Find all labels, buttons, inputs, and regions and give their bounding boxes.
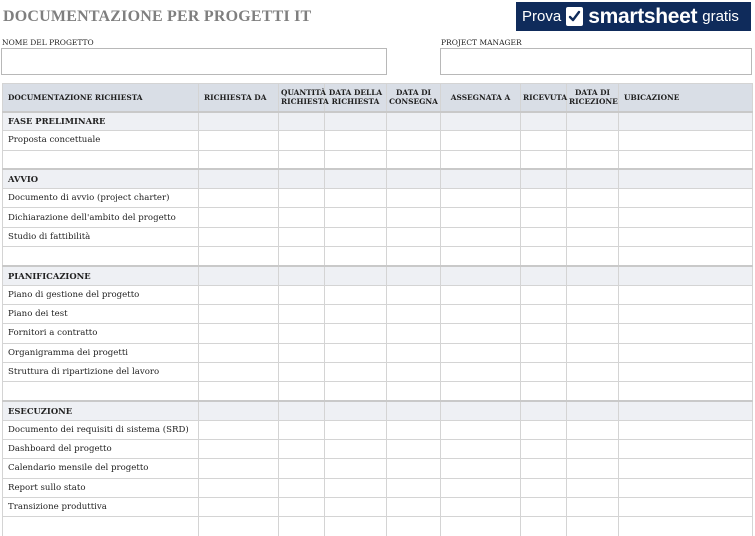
table-cell[interactable] [441,150,521,169]
table-cell[interactable] [387,189,441,208]
table-cell[interactable] [619,420,753,439]
table-cell[interactable] [387,497,441,516]
table-cell[interactable] [325,401,387,420]
table-cell[interactable] [521,362,567,381]
table-cell[interactable] [199,150,279,169]
table-cell[interactable] [387,343,441,362]
table-cell[interactable] [619,478,753,497]
table-cell[interactable] [567,150,619,169]
project-name-label: NOME DEL PROGETTO [2,38,94,47]
table-cell[interactable] [325,324,387,343]
table-cell[interactable] [279,440,325,459]
table-cell[interactable] [441,382,521,401]
table-cell[interactable] [521,343,567,362]
table-cell[interactable] [567,304,619,323]
table-cell[interactable] [279,112,325,131]
table-cell[interactable] [441,440,521,459]
table-cell[interactable] [325,112,387,131]
table-row [3,189,753,208]
table-cell[interactable] [199,189,279,208]
table-cell[interactable] [199,266,279,285]
table-cell[interactable] [567,420,619,439]
table-cell[interactable] [387,169,441,188]
table-cell[interactable] [441,478,521,497]
table-cell[interactable] [521,459,567,478]
col-header-data-consegna: DATA DI CONSEGNA [387,84,441,112]
document-item: Fornitori a contratto [3,324,199,343]
table-row [3,343,753,362]
table-cell[interactable] [619,247,753,266]
table-cell[interactable] [619,169,753,188]
document-item: Transizione produttiva [3,497,199,516]
table-cell[interactable] [387,401,441,420]
banner-prova-text: Prova [522,8,562,25]
table-cell[interactable] [279,517,325,536]
table-cell[interactable] [441,497,521,516]
table-cell[interactable] [441,208,521,227]
table-cell[interactable] [387,304,441,323]
table-cell[interactable] [3,247,199,266]
table-row [3,497,753,516]
table-cell[interactable] [441,459,521,478]
table-cell[interactable] [567,208,619,227]
table-row [3,440,753,459]
col-header-quantita: QUANTITÀ RICHIESTA [279,84,325,112]
table-cell[interactable] [325,420,387,439]
table-cell[interactable] [441,304,521,323]
table-cell[interactable] [325,304,387,323]
table-cell[interactable] [199,285,279,304]
table-cell[interactable] [521,247,567,266]
table-cell[interactable] [325,208,387,227]
page-title: DOCUMENTAZIONE PER PROGETTI IT [3,8,312,25]
col-header-documentazione: DOCUMENTAZIONE RICHIESTA [3,84,199,112]
table-cell[interactable] [619,459,753,478]
smartsheet-trial-banner[interactable] [516,2,751,31]
section-title: PIANIFICAZIONE [3,266,199,285]
table-cell[interactable] [387,112,441,131]
table-cell[interactable] [521,304,567,323]
table-row [3,420,753,439]
table-cell[interactable] [279,189,325,208]
table-cell[interactable] [387,227,441,246]
table-cell[interactable] [325,266,387,285]
table-cell[interactable] [619,112,753,131]
table-cell[interactable] [619,150,753,169]
table-cell[interactable] [279,478,325,497]
table-cell[interactable] [279,131,325,150]
table-cell[interactable] [619,401,753,420]
table-cell[interactable] [325,189,387,208]
table-row [3,324,753,343]
table-cell[interactable] [441,285,521,304]
table-cell[interactable] [199,343,279,362]
col-header-data-ricezione: DATA DI RICEZIONE [567,84,619,112]
table-cell[interactable] [619,208,753,227]
section-title: ESECUZIONE [3,401,199,420]
section-title: FASE PRELIMINARE [3,112,199,131]
table-cell[interactable] [387,285,441,304]
table-cell[interactable] [325,517,387,536]
section-row [3,266,753,285]
section-title: AVVIO [3,169,199,188]
table-cell[interactable] [199,497,279,516]
table-cell[interactable] [325,478,387,497]
table-cell[interactable] [521,112,567,131]
document-item: Studio di fattibilità [3,227,199,246]
table-cell[interactable] [3,150,199,169]
table-cell[interactable] [199,131,279,150]
table-row [3,362,753,381]
table-cell[interactable] [279,401,325,420]
table-cell[interactable] [521,150,567,169]
table-cell[interactable] [199,478,279,497]
table-cell[interactable] [199,517,279,536]
table-cell[interactable] [387,459,441,478]
table-cell[interactable] [387,266,441,285]
table-cell[interactable] [521,189,567,208]
project-manager-label: PROJECT MANAGER [441,38,522,47]
blank-row [3,247,753,266]
table-cell[interactable] [325,362,387,381]
table-cell[interactable] [387,478,441,497]
document-item: Documento di avvio (project charter) [3,189,199,208]
document-item: Dashboard del progetto [3,440,199,459]
table-cell[interactable] [521,169,567,188]
table-cell[interactable] [567,285,619,304]
table-cell[interactable] [279,382,325,401]
blank-row [3,150,753,169]
table-cell[interactable] [441,324,521,343]
table-cell[interactable] [279,497,325,516]
table-cell[interactable] [387,517,441,536]
table-cell[interactable] [441,266,521,285]
table-cell[interactable] [521,517,567,536]
blank-row [3,382,753,401]
document-item: Piano dei test [3,304,199,323]
table-cell[interactable] [567,517,619,536]
table-cell[interactable] [387,324,441,343]
document-item: Dichiarazione dell'ambito del progetto [3,208,199,227]
col-header-data-richiesta: DATA DELLA RICHIESTA [325,84,387,112]
table-cell[interactable] [567,189,619,208]
col-header-ubicazione: UBICAZIONE [619,84,753,112]
table-cell[interactable] [441,343,521,362]
table-header-row [3,84,753,112]
table-cell[interactable] [279,324,325,343]
table-cell[interactable] [521,497,567,516]
table-row [3,131,753,150]
table-cell[interactable] [567,227,619,246]
table-cell[interactable] [521,401,567,420]
table-cell[interactable] [619,227,753,246]
table-cell[interactable] [279,362,325,381]
table-cell[interactable] [199,304,279,323]
table-cell[interactable] [567,324,619,343]
table-cell[interactable] [325,169,387,188]
table-cell[interactable] [279,420,325,439]
table-row [3,285,753,304]
table-cell[interactable] [619,304,753,323]
col-header-richiesta-da: RICHIESTA DA [199,84,279,112]
table-cell[interactable] [567,497,619,516]
col-header-ricevuta: RICEVUTA [521,84,567,112]
document-item: Piano di gestione del progetto [3,285,199,304]
document-item: Calendario mensile del progetto [3,459,199,478]
table-cell[interactable] [441,131,521,150]
table-cell[interactable] [521,420,567,439]
table-cell[interactable] [387,362,441,381]
table-row [3,208,753,227]
table-cell[interactable] [619,382,753,401]
table-cell[interactable] [325,227,387,246]
document-item: Organigramma dei progetti [3,343,199,362]
project-name-input[interactable] [1,48,387,75]
table-row [3,227,753,246]
smartsheet-check-icon [566,7,583,26]
table-cell[interactable] [199,459,279,478]
blank-row [3,517,753,536]
table-cell[interactable] [567,266,619,285]
document-item: Report sullo stato [3,478,199,497]
table-cell[interactable] [619,517,753,536]
table-cell[interactable] [279,266,325,285]
table-cell[interactable] [199,169,279,188]
banner-brand-text: smartsheet [588,4,698,28]
table-cell[interactable] [567,343,619,362]
table-cell[interactable] [199,227,279,246]
table-row [3,478,753,497]
table-cell[interactable] [199,401,279,420]
table-cell[interactable] [387,382,441,401]
table-cell[interactable] [325,247,387,266]
table-cell[interactable] [279,285,325,304]
table-cell[interactable] [279,247,325,266]
table-cell[interactable] [521,324,567,343]
table-cell[interactable] [325,459,387,478]
table-cell[interactable] [567,382,619,401]
table-cell[interactable] [279,208,325,227]
table-cell[interactable] [387,208,441,227]
table-cell[interactable] [441,362,521,381]
table-cell[interactable] [199,440,279,459]
section-row [3,169,753,188]
table-cell[interactable] [441,169,521,188]
table-cell[interactable] [325,382,387,401]
section-row [3,401,753,420]
table-cell[interactable] [3,517,199,536]
table-cell[interactable] [387,150,441,169]
table-cell[interactable] [619,266,753,285]
col-header-assegnata-a: ASSEGNATA A [441,84,521,112]
document-item: Proposta concettuale [3,131,199,150]
table-cell[interactable] [567,459,619,478]
table-cell[interactable] [199,362,279,381]
table-cell[interactable] [279,227,325,246]
table-cell[interactable] [325,131,387,150]
table-cell[interactable] [567,169,619,188]
table-cell[interactable] [279,304,325,323]
table-cell[interactable] [521,440,567,459]
table-cell[interactable] [567,362,619,381]
table-cell[interactable] [521,382,567,401]
table-cell[interactable] [521,285,567,304]
table-cell[interactable] [521,131,567,150]
table-cell[interactable] [199,208,279,227]
table-cell[interactable] [619,189,753,208]
table-cell[interactable] [521,478,567,497]
table-cell[interactable] [325,343,387,362]
project-manager-input[interactable] [440,48,752,75]
table-cell[interactable] [325,285,387,304]
table-cell[interactable] [325,497,387,516]
table-cell[interactable] [279,169,325,188]
document-item: Documento dei requisiti di sistema (SRD) [3,420,199,439]
table-cell[interactable] [199,324,279,343]
table-cell[interactable] [441,112,521,131]
table-cell[interactable] [521,208,567,227]
table-cell[interactable] [441,517,521,536]
table-cell[interactable] [619,285,753,304]
table-row [3,304,753,323]
table-cell[interactable] [199,112,279,131]
table-cell[interactable] [279,343,325,362]
table-cell[interactable] [199,382,279,401]
table-cell[interactable] [619,440,753,459]
table-cell[interactable] [567,401,619,420]
table-cell[interactable] [567,247,619,266]
document-item: Struttura di ripartizione del lavoro [3,362,199,381]
table-cell[interactable] [279,459,325,478]
table-cell[interactable] [387,440,441,459]
table-cell[interactable] [619,343,753,362]
table-cell[interactable] [387,420,441,439]
table-cell[interactable] [567,440,619,459]
table-cell[interactable] [279,150,325,169]
table-cell[interactable] [199,247,279,266]
table-cell[interactable] [521,266,567,285]
table-cell[interactable] [521,227,567,246]
table-cell[interactable] [325,150,387,169]
banner-gratis-text: gratis [702,8,739,25]
table-cell[interactable] [619,324,753,343]
documentation-table [2,83,753,536]
section-row [3,112,753,131]
table-cell[interactable] [3,382,199,401]
table-row [3,459,753,478]
table-cell[interactable] [619,497,753,516]
table-cell[interactable] [199,420,279,439]
table-cell[interactable] [387,131,441,150]
table-cell[interactable] [567,112,619,131]
table-cell[interactable] [441,420,521,439]
table-cell[interactable] [567,478,619,497]
table-cell[interactable] [441,227,521,246]
table-cell[interactable] [619,362,753,381]
table-cell[interactable] [441,401,521,420]
table-cell[interactable] [441,247,521,266]
table-cell[interactable] [441,189,521,208]
table-cell[interactable] [325,440,387,459]
table-cell[interactable] [619,131,753,150]
table-cell[interactable] [387,247,441,266]
table-cell[interactable] [567,131,619,150]
